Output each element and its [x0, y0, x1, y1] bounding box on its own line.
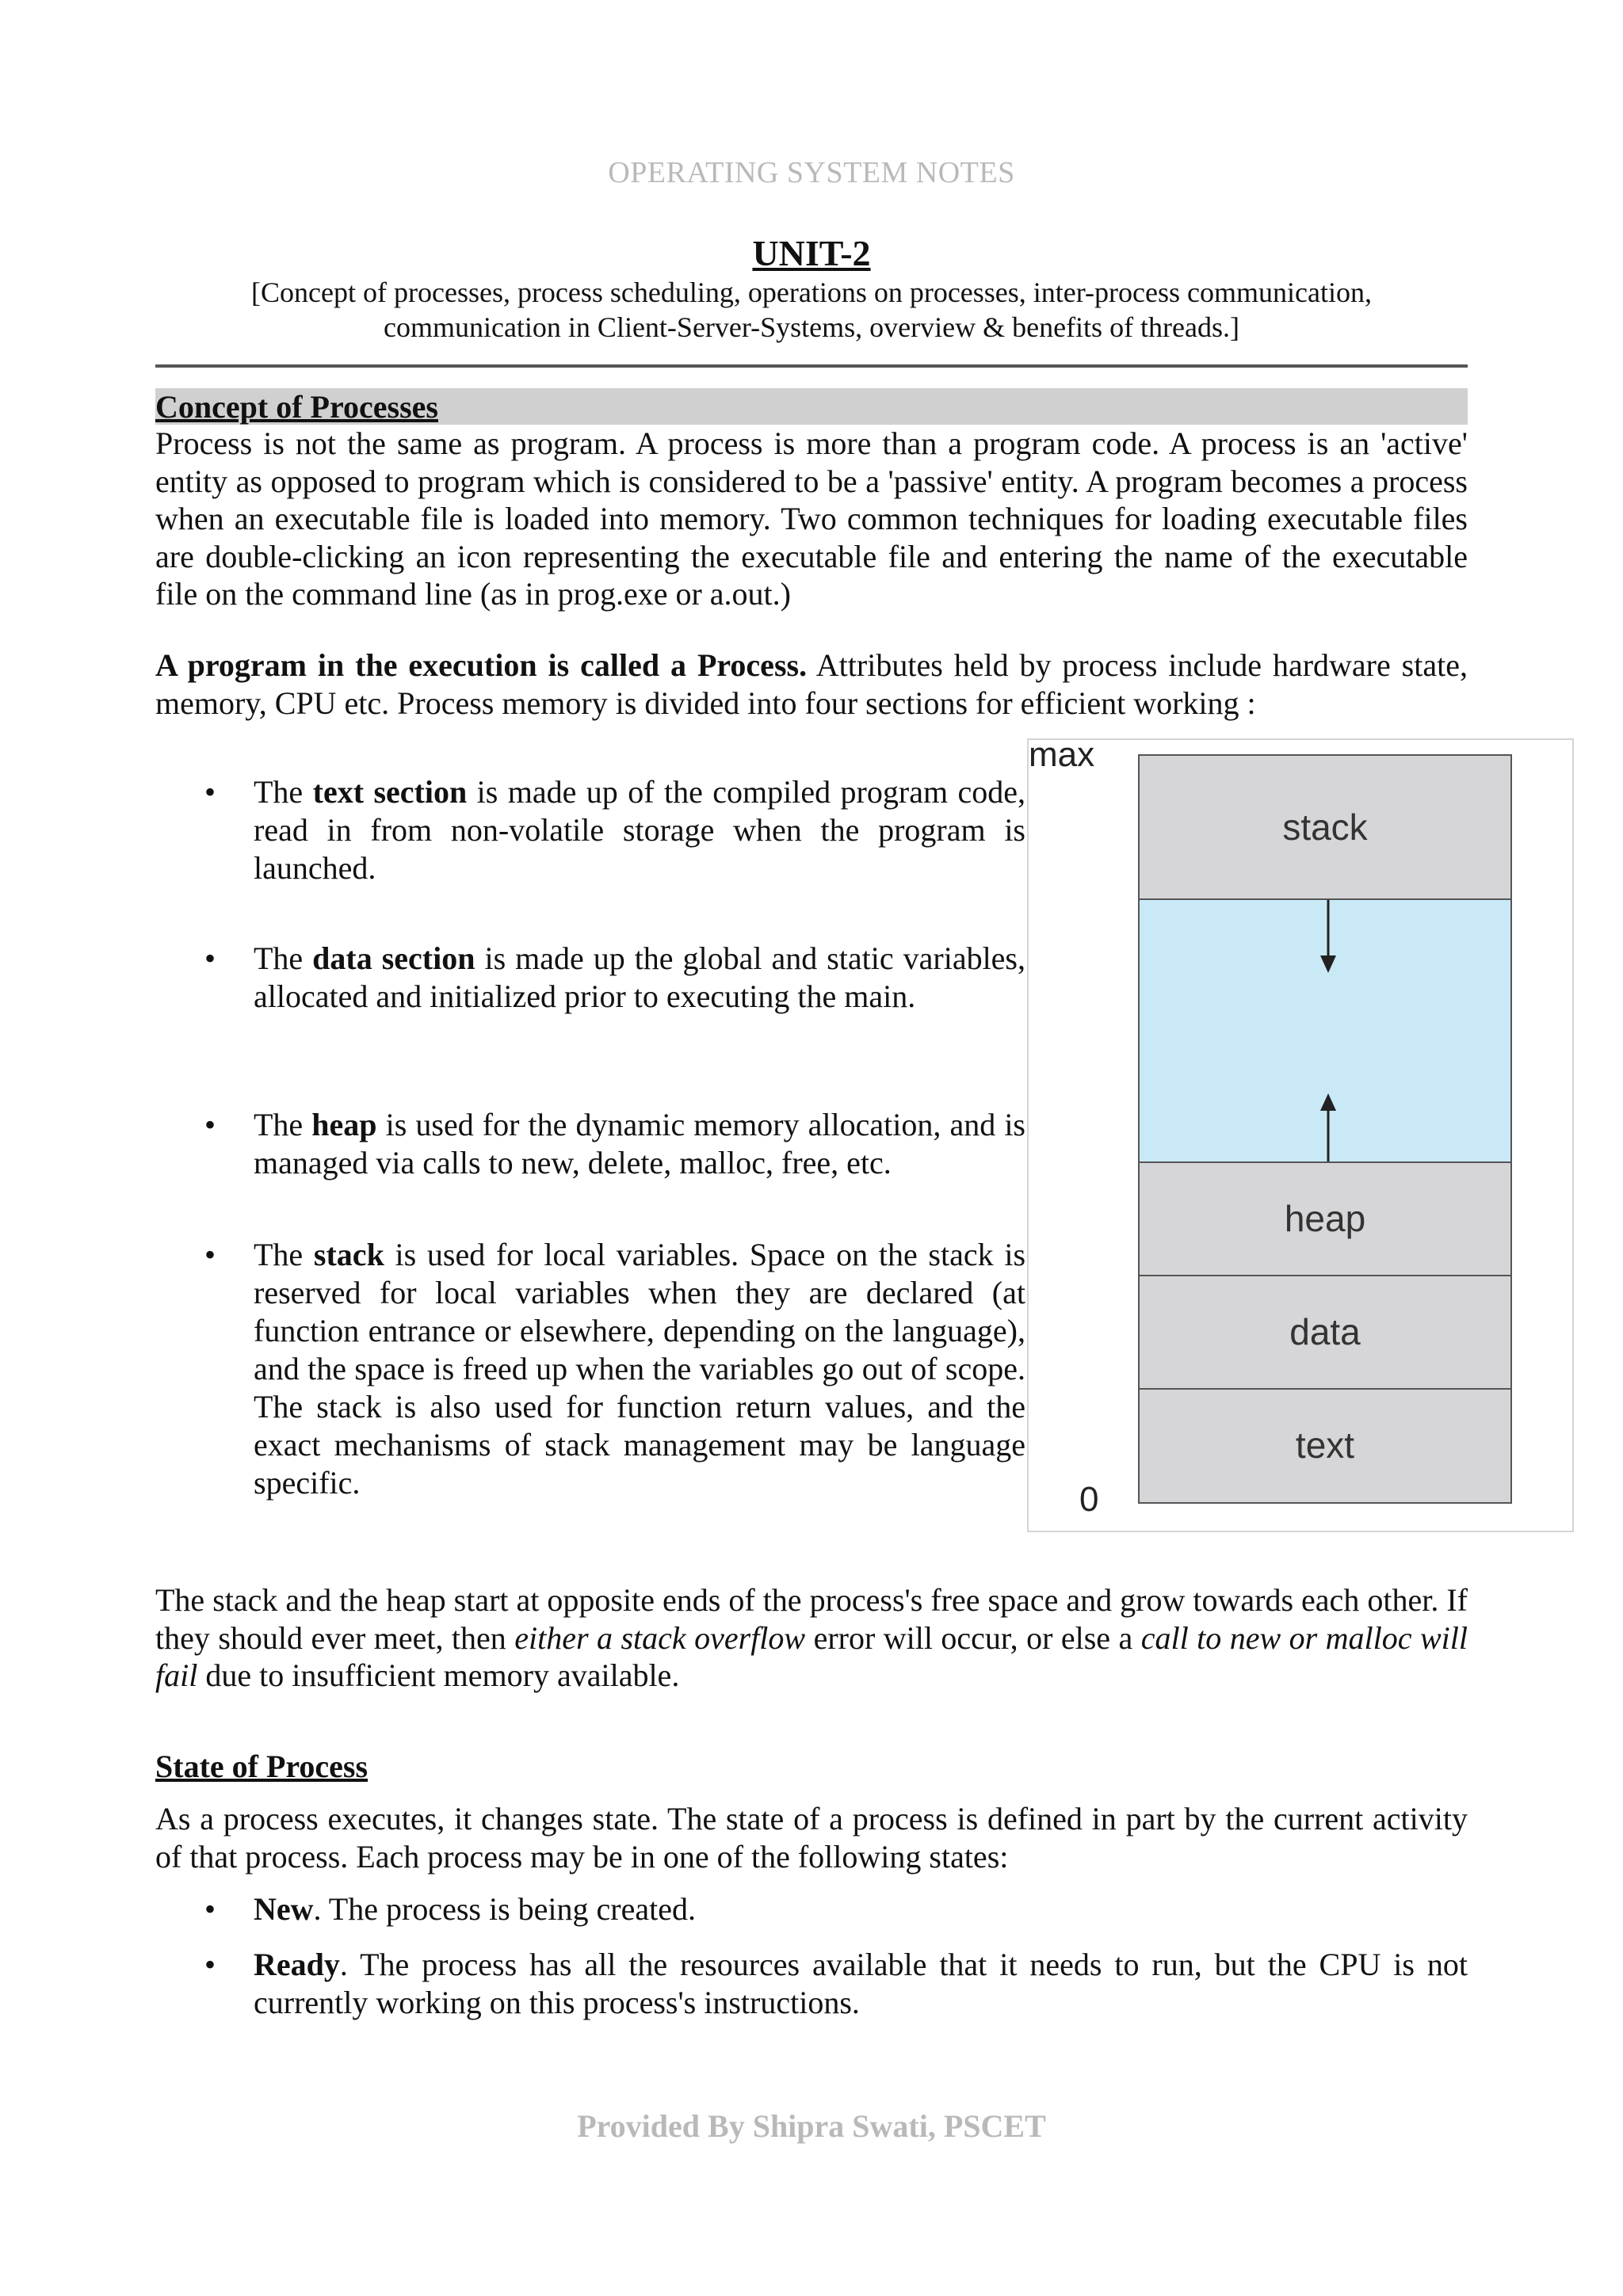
stack-segment: stack: [1138, 754, 1512, 900]
state-heading: State of Process: [155, 1749, 369, 1784]
page-header: OPERATING SYSTEM NOTES: [608, 156, 1015, 189]
list-item: • The data section is made up the global and static variables, allocated and initialized prior to executing the main.: [204, 940, 1026, 1014]
growth-arrows: [1140, 900, 1510, 1161]
unit-subtitle: [Concept of processes, process scheduling, operations on processes, inter-process communication, communication in Client-Server-Systems, overview & benefits of threads.]: [251, 277, 1372, 343]
list-item: • The text section is made up of the compiled program code, read in from non-volatile storage when the program is launched.: [204, 774, 1025, 886]
heap-segment: heap: [1138, 1161, 1512, 1276]
zero-label: 0: [1079, 1480, 1099, 1519]
stack-down-arrow-head: [1320, 955, 1336, 973]
free-space-segment: [1138, 898, 1512, 1163]
text-segment: text: [1138, 1388, 1512, 1504]
definition-bold: A program in the execution is called a Process.: [155, 647, 808, 683]
bullet-icon: •: [204, 1107, 216, 1142]
state-intro-paragraph: As a process executes, it changes state. The state of a process is defined in part by the current activity of that process. Each process may be in one of the following states:: [155, 1801, 1468, 1875]
data-segment: data: [1138, 1275, 1512, 1390]
bullet-icon: •: [204, 1237, 216, 1272]
bullet-icon: •: [204, 1947, 216, 1982]
closing-paragraph: The stack and the heap start at opposite ends of the process's free space and grow towards each other. If they should ever meet, then either a stack overflow error will occur, or else a call to new or malloc will fail due to insufficient memory available.: [155, 1582, 1468, 1693]
list-item: • The heap is used for the dynamic memory allocation, and is managed via calls to new, delete, malloc, free, etc.: [204, 1107, 1025, 1180]
bullet-icon: •: [204, 774, 216, 810]
heap-up-arrow-head: [1320, 1093, 1336, 1111]
list-item: • Ready. The process has all the resources available that it needs to run, but the CPU is not currently working on this process's instructions.: [204, 1947, 1468, 2020]
definition-paragraph: [155, 646, 1468, 722]
max-label: max: [1029, 735, 1095, 774]
definition-text: Attributes held by process include hardware state, memory, CPU etc. Process memory is divided into four sections for efficient working :: [155, 647, 1468, 721]
divider-rule: [155, 364, 1468, 368]
bullet-icon: •: [204, 1891, 216, 1927]
unit-title: UNIT-2: [752, 233, 871, 273]
footer-credit: Provided By Shipra Swati, PSCET: [577, 2108, 1046, 2144]
list-item: • The stack is used for local variables. Space on the stack is reserved for local variables when they are declared (at function entrance or elsewhere, depending on the language), and the space is freed up when the variables go out of scope. The stack is also used for function return values, and the exact mechanisms of stack management may be language specific.: [204, 1237, 1026, 1501]
list-item: • New. The process is being created.: [204, 1891, 696, 1927]
bullet-icon: •: [204, 940, 216, 976]
concept-heading: Concept of Processes: [155, 389, 438, 425]
concept-intro-paragraph: Process is not the same as program. A process is more than a program code. A process is an 'active' entity as opposed to program which is considered to be a 'passive' entity. A program becomes a process when an executable file is loaded into memory. Two common techniques for loading executable files are double-clicking an icon representing the executable file and entering the name of the executable file on the command line (as in prog.exe or a.out.): [155, 425, 1468, 612]
process-memory-diagram: [1027, 735, 1574, 1532]
